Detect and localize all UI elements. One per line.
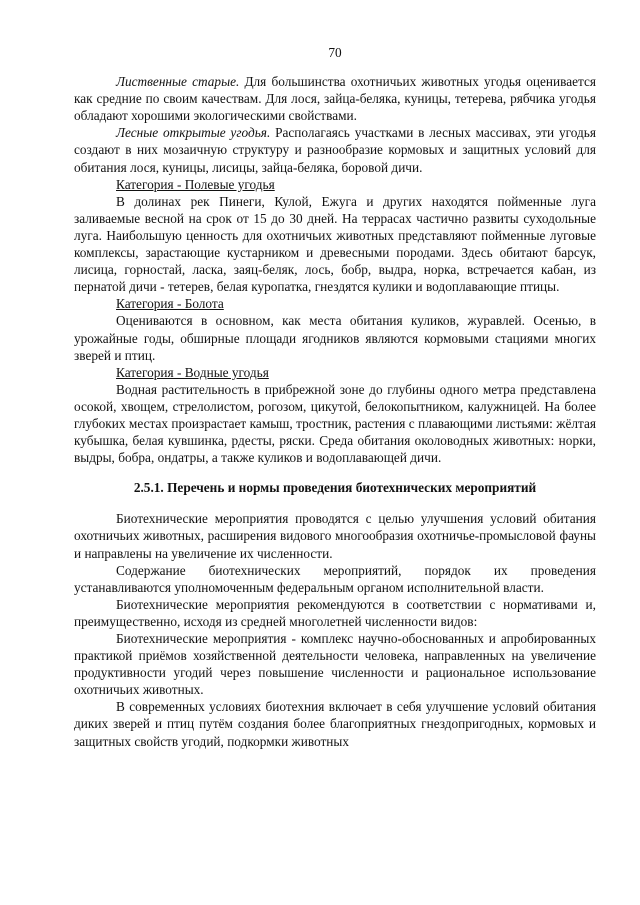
paragraph-text: Располагаясь участками в лесных массивах, эти угодья создают в них мозаичную структуру и разнообразие кормовых и защитных условий для обитания лося, куницы, лисицы, зайца-беляка, боровой дичи. — [74, 125, 596, 175]
paragraph-deciduous-old — [74, 73, 596, 124]
page-number: 70 — [328, 45, 342, 60]
paragraph-biotech-definition: Биотехнические мероприятия - комплекс научно-обоснованных и апробированных практикой приёмов хозяйственной деятельности человека, направленных на увеличение продуктивности угодий через повышение численности и рациональное использование охотничьих животных. — [74, 631, 596, 698]
category-water-heading: Категория - Водные угодья — [116, 364, 269, 380]
paragraph-biotech-content: Содержание биотехнических мероприятий, порядок их проведения устанавливаются уполномоченным федеральным органом исполнительной власти. — [74, 562, 596, 595]
paragraph-swamps: Оцениваются в основном, как места обитания куликов, журавлей. Осенью, в урожайные годы, обширные площади ягодников являются кормовыми стациями многих зверей и птиц. — [74, 313, 596, 363]
paragraph-label: Лесные открытые угодья. — [116, 125, 271, 141]
category-fields-heading: Категория - Полевые угодья — [116, 176, 275, 192]
paragraph-forest-open — [74, 124, 596, 175]
section-heading: 2.5.1. Перечень и нормы проведения биотехнических мероприятий — [133, 480, 537, 496]
paragraph-label: Лиственные старые. — [116, 74, 240, 90]
paragraph-fields: В долинах рек Пинеги, Кулой, Ежуга и других находятся пойменные луга заливаемые весной на срок от 15 до 30 дней. На террасах частично развиты суходольные луга. Наибольшую ценность для охотничьих животных представляют пойменные луговые комплексы, зарастающие кустарником и древесными породами. Здесь обитают барсук, лисица, горностай, ласка, заяц-беляк, лось, бобр, выдра, норка, встречается кабан, из пернатой дичи - тетерев, белая куропатка, гнездятся кулики и водоплавающие птицы. — [74, 193, 596, 295]
paragraph-biotech-purpose: Биотехнические мероприятия проводятся с целью улучшения условий обитания охотничьих животных, расширения видового многообразия охотничье-промысловой фауны и направлены на увеличение их численности. — [74, 511, 596, 561]
paragraph-biotech-norms: Биотехнические мероприятия рекомендуются в соответствии с нормативами и, преимущественно, исходя из средней многолетней численности видов: — [74, 596, 596, 629]
paragraph-water: Водная растительность в прибрежной зоне до глубины одного метра представлена осокой, хвощем, стрелолистом, рогозом, цикутой, белокопытником, калужницей. На более глубоких местах произрастает камыш, тростник, растения с плавающими листьями: жёлтая кубышка, белая кувшинка, рдесты, ряски. Среда обитания околоводных животных: норки, выдры, бобра, ондатры, а также куликов и водоплавающей дичи. — [74, 381, 596, 466]
paragraph-biotech-modern: В современных условиях биотехния включает в себя улучшение условий обитания диких зверей и птиц путём создания более благоприятных гнездопригодных, кормовых и защитных свойств угодий, подкормки животных — [74, 699, 596, 749]
category-swamps-heading: Категория - Болота — [116, 296, 224, 312]
paragraph-text: Для большинства охотничьих животных угодья оценивается как средние по своим качествам. Для лося, зайца-беляка, куницы, тетерева, рябчика угодья обладают хорошими экологическими свойствами. — [74, 74, 596, 124]
